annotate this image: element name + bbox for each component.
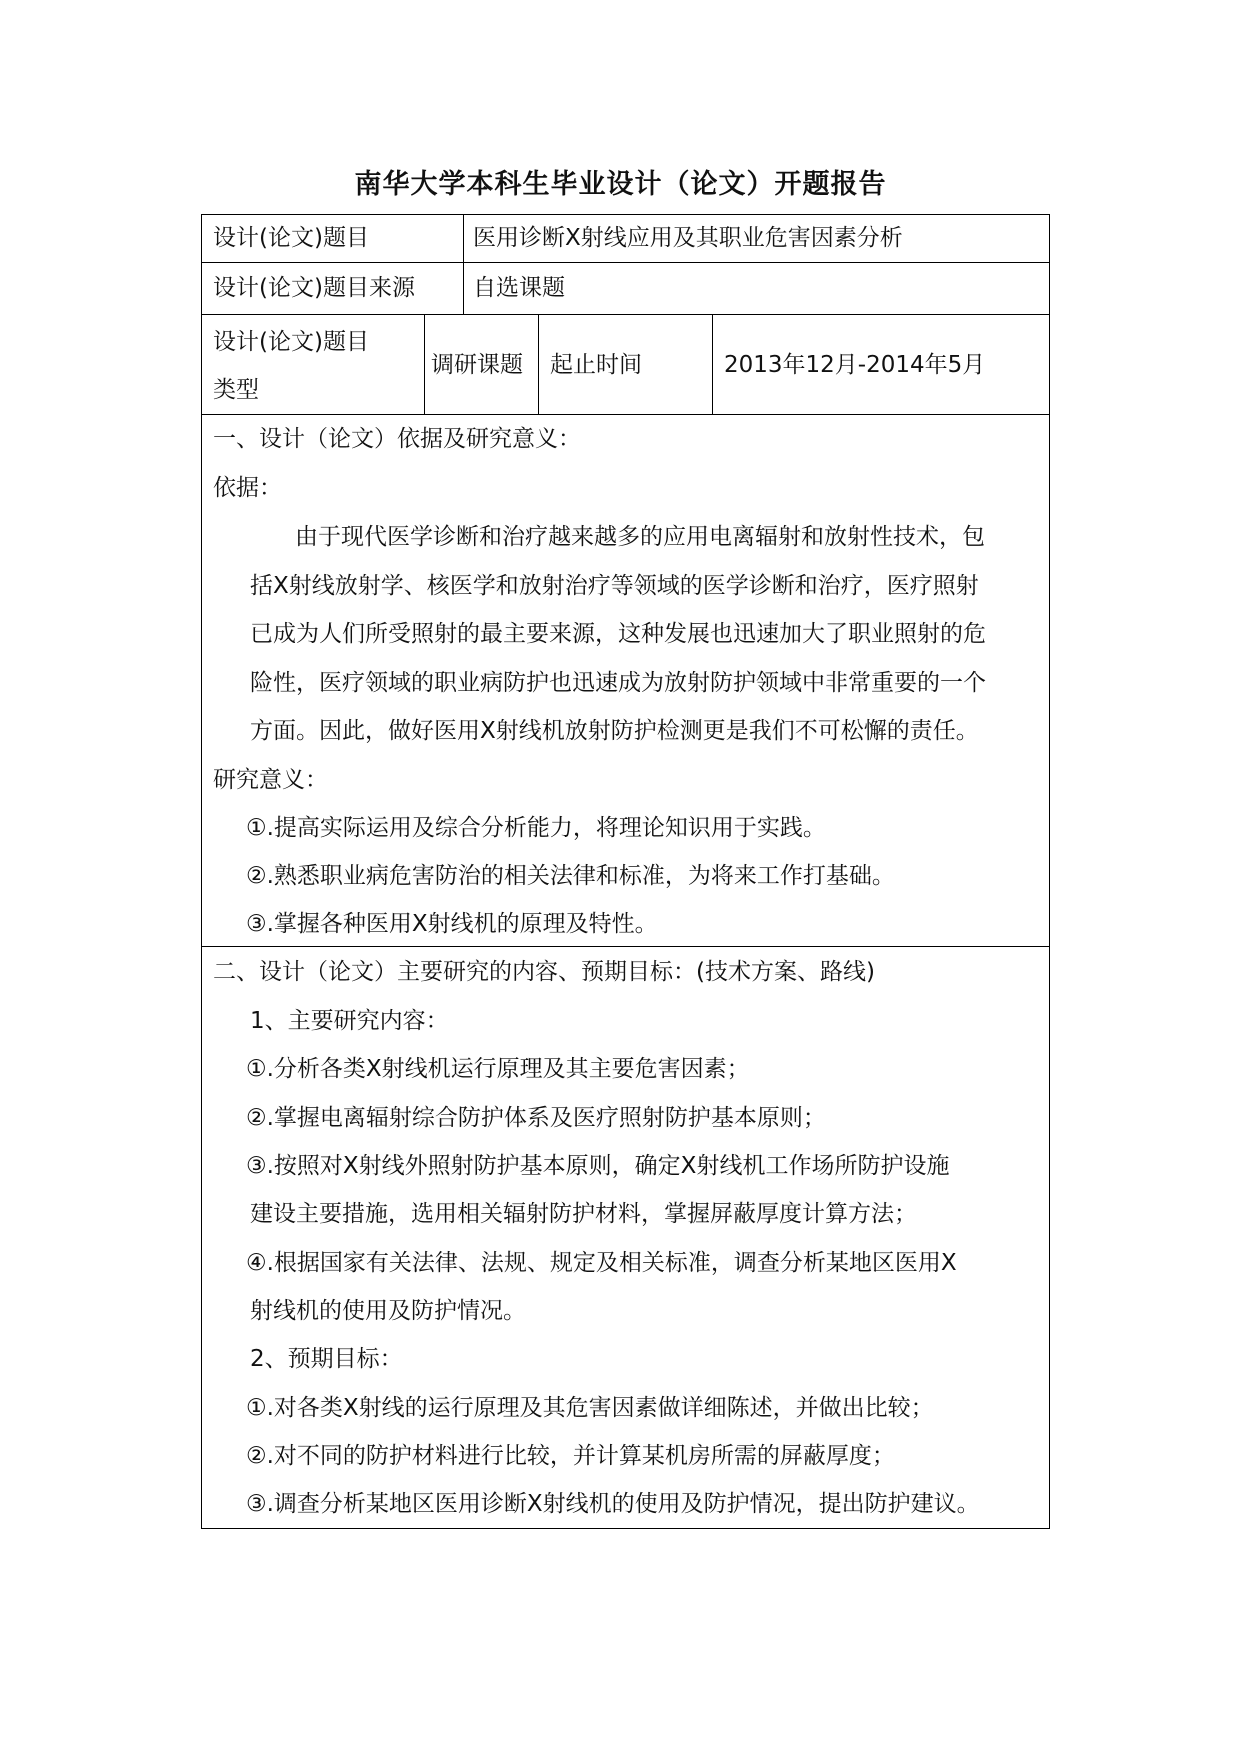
row-divider [201, 946, 1050, 947]
goals-label: 2、预期目标： [250, 1346, 403, 1372]
goal-item: ②.对不同的防护材料进行比较，并计算某机房所需的屏蔽厚度； [246, 1443, 895, 1469]
section2-heading: 二、设计（论文）主要研究的内容、预期目标：(技术方案、路线) [213, 959, 875, 985]
topic-value: 医用诊断X射线应用及其职业危害因素分析 [473, 225, 903, 251]
column-divider [712, 314, 713, 414]
type-label-line2: 类型 [213, 377, 259, 403]
type-label-line1: 设计(论文)题目 [213, 329, 369, 355]
row-divider [201, 314, 1050, 315]
period-label: 起止时间 [550, 352, 642, 378]
basis-paragraph-line: 险性，医疗领域的职业病防护也迅速成为放射防护领域中非常重要的一个 [250, 670, 986, 696]
period-value: 2013年12月-2014年5月 [724, 352, 986, 378]
content-item: ④.根据国家有关法律、法规、规定及相关标准，调查分析某地区医用X [246, 1250, 957, 1276]
page-title: 南华大学本科生毕业设计（论文）开题报告 [354, 169, 887, 200]
row-divider [201, 262, 1050, 263]
source-value: 自选课题 [473, 275, 565, 301]
content-item: 射线机的使用及防护情况。 [250, 1298, 526, 1324]
goal-item: ①.对各类X射线的运行原理及其危害因素做详细陈述，并做出比较； [246, 1395, 934, 1421]
goal-item: ③.调查分析某地区医用诊断X射线机的使用及防护情况，提出防护建议。 [246, 1491, 980, 1517]
significance-label: 研究意义： [213, 767, 328, 793]
column-divider [538, 314, 539, 414]
basis-paragraph-line: 括X射线放射学、核医学和放射治疗等领域的医学诊断和治疗，医疗照射 [250, 573, 979, 599]
basis-paragraph-line: 已成为人们所受照射的最主要来源，这种发展也迅速加大了职业照射的危 [250, 621, 986, 647]
topic-label: 设计(论文)题目 [213, 225, 369, 251]
content-item: ②.掌握电离辐射综合防护体系及医疗照射防护基本原则； [246, 1105, 826, 1131]
significance-item: ②.熟悉职业病危害防治的相关法律和标准，为将来工作打基础。 [246, 863, 895, 889]
basis-label: 依据： [213, 475, 282, 501]
significance-item: ③.掌握各种医用X射线机的原理及特性。 [246, 911, 658, 937]
significance-item: ①.提高实际运用及综合分析能力，将理论知识用于实践。 [246, 815, 826, 841]
content-item: 建设主要措施，选用相关辐射防护材料，掌握屏蔽厚度计算方法； [250, 1201, 917, 1227]
column-divider [463, 214, 464, 314]
column-divider [424, 314, 425, 414]
row-divider [201, 414, 1050, 415]
basis-paragraph-line: 方面。因此，做好医用X射线机放射防护检测更是我们不可松懈的责任。 [250, 718, 979, 744]
section1-heading: 一、设计（论文）依据及研究意义： [213, 426, 581, 452]
type-value: 调研课题 [431, 352, 523, 378]
content-label: 1、主要研究内容： [250, 1008, 449, 1034]
basis-paragraph-line: 由于现代医学诊断和治疗越来越多的应用电离辐射和放射性技术，包 [295, 524, 985, 550]
content-item: ③.按照对X射线外照射防护基本原则，确定X射线机工作场所防护设施 [246, 1153, 950, 1179]
source-label: 设计(论文)题目来源 [213, 275, 415, 301]
content-item: ①.分析各类X射线机运行原理及其主要危害因素； [246, 1056, 750, 1082]
